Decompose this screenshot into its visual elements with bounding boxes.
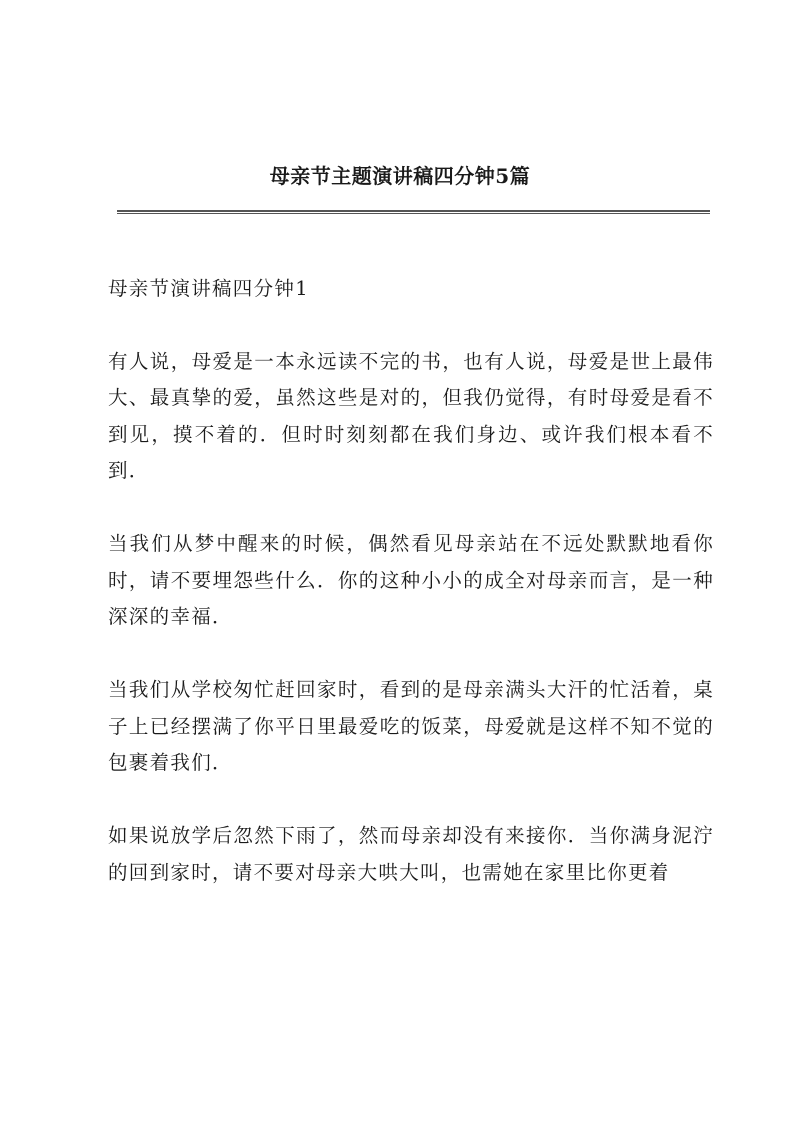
title-divider	[117, 210, 710, 214]
paragraph-2: 当我们从梦中醒来的时候，偶然看见母亲站在不远处默默地看你时，请不要埋怨些什么．你的这种小小的成全对母亲而言，是一种深深的幸福．	[108, 532, 714, 628]
document-body	[108, 271, 714, 928]
document-title: 母亲节主题演讲稿四分钟5篇	[269, 164, 531, 188]
paragraph-4: 如果说放学后忽然下雨了，然而母亲却没有来接你．当你满身泥泞的回到家时，请不要对母亲大哄大叫，也需她在家里比你更着	[108, 824, 714, 884]
paragraph-1: 有人说，母爱是一本永远读不完的书，也有人说，母爱是世上最伟大、最真挚的爱，虽然这些是对的，但我仍觉得，有时母爱是看不到见，摸不着的．但时时刻刻都在我们身边、或许我们根本看不到．	[108, 349, 714, 482]
paragraph-3: 当我们从学校匆忙赶回家时，看到的是母亲满头大汗的忙活着，桌子上已经摆满了你平日里最爱吃的饭菜，母爱就是这样不知不觉的包裹着我们．	[108, 678, 714, 774]
section-heading: 母亲节演讲稿四分钟1	[108, 277, 309, 300]
